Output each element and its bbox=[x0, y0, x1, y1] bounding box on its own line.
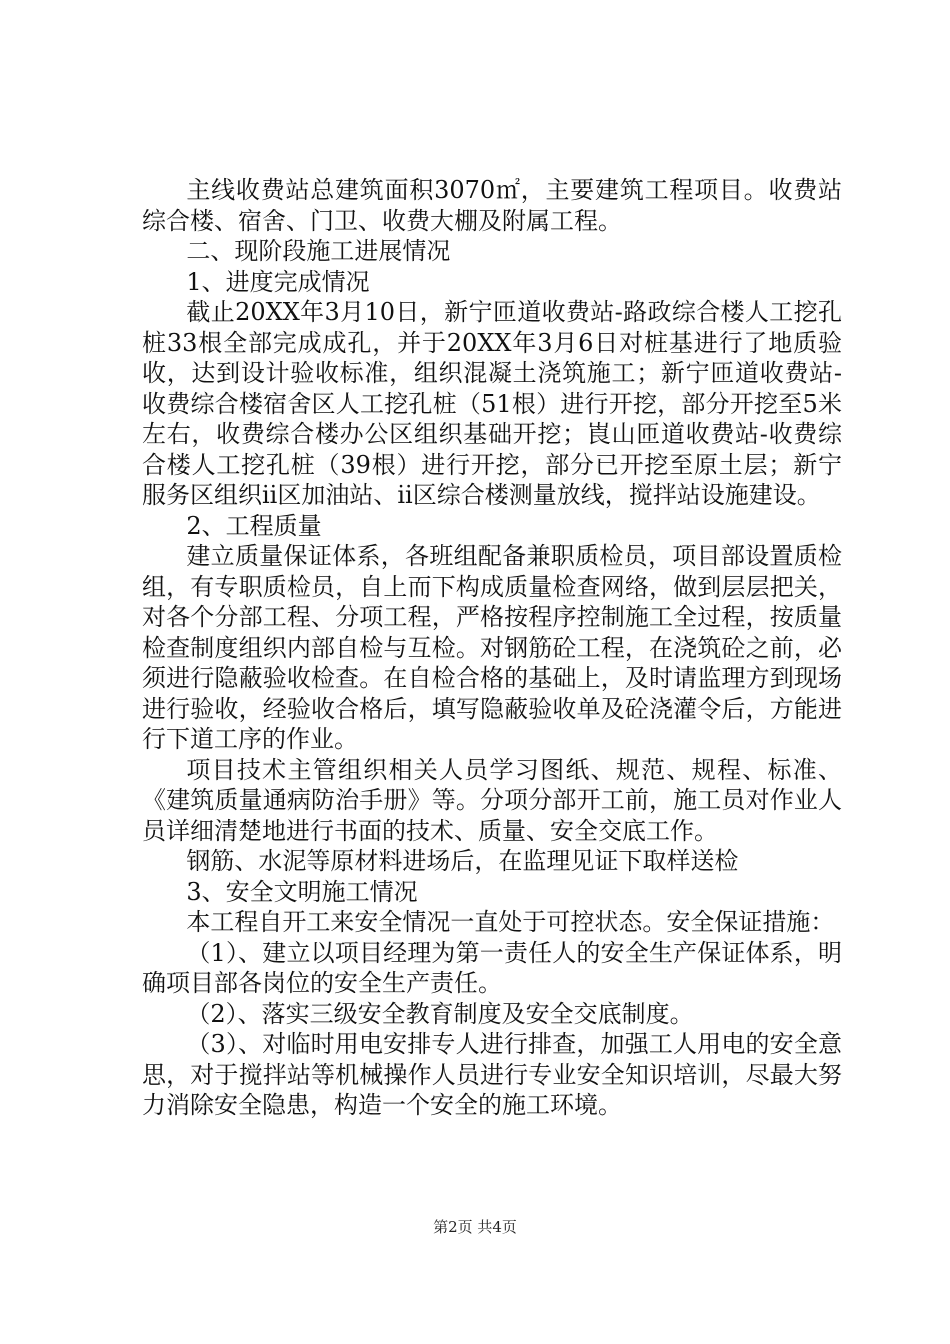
paragraph-building-area: 主线收费站总建筑面积3070㎡，主要建筑工程项目。收费站综合楼、宿舍、门卫、收费大棚及附属工程。 bbox=[142, 176, 842, 235]
paragraph-safety-measure-1: （1）、建立以项目经理为第一责任人的安全生产保证体系，明确项目部各岗位的安全生产责任。 bbox=[142, 938, 842, 997]
paragraph-safety-status: 本工程自开工来安全情况一直处于可控状态。安全保证措施： bbox=[186, 908, 835, 936]
paragraph-safety-measure-3: （3）、对临时用电安排专人进行排查，加强工人用电的安全意思，对于搅拌站等机械操作人员进行专业安全知识培训，尽最大努力消除安全隐患，构造一个安全的施工环境。 bbox=[142, 1030, 842, 1119]
paragraph-schedule-details: 截止20XX年3月10日，新宁匝道收费站-路政综合楼人工挖孔桩33根全部完成成孔，并于20XX年3月6日对桩基进行了地质验收，达到设计验收标准，组织混凝土浇筑施工；新宁匝道收费站-收费综合楼宿舍区人工挖孔桩（51根）进行开挖，部分开挖至5米左右，收费综合楼办公区组织基础开挖；崀山匝道收费站-收费综合楼人工挖孔桩（39根）进行开挖，部分已开挖至原土层；新宁服务区组织ii区加油站、ii区综合楼测量放线，搅拌站设施建设。 bbox=[142, 298, 842, 509]
heading-engineering-quality: 2、工程质量 bbox=[186, 511, 322, 540]
page-number-footer: 第2页 共4页 bbox=[433, 1218, 517, 1236]
paragraph-safety-measure-2: （2）、落实三级安全教育制度及安全交底制度。 bbox=[186, 999, 694, 1028]
paragraph-quality-system: 建立质量保证体系，各班组配备兼职质检员，项目部设置质检组，有专职质检员，自上而下构成质量检查网络，做到层层把关，对各个分部工程、分项工程，严格按程序控制施工全过程，按质量检查制度组织内部自检与互检。对钢筋砼工程，在浇筑砼之前，必须进行隐蔽验收检查。在自检合格的基础上，及时请监理方到现场进行验收，经验收合格后，填写隐蔽验收单及砼浇灌令后，方能进行下道工序的作业。 bbox=[142, 542, 842, 753]
heading-safety-construction: 3、安全文明施工情况 bbox=[186, 877, 418, 906]
paragraph-material-sampling: 钢筋、水泥等原材料进场后，在监理见证下取样送检 bbox=[186, 847, 739, 875]
document-body bbox=[142, 175, 842, 1121]
heading-schedule-completion: 1、进度完成情况 bbox=[186, 267, 370, 296]
heading-current-progress: 二、现阶段施工进展情况 bbox=[186, 237, 451, 265]
paragraph-technical-training: 项目技术主管组织相关人员学习图纸、规范、规程、标准、《建筑质量通病防治手册》等。分项分部开工前，施工员对作业人员详细清楚地进行书面的技术、质量、安全交底工作。 bbox=[142, 755, 842, 845]
